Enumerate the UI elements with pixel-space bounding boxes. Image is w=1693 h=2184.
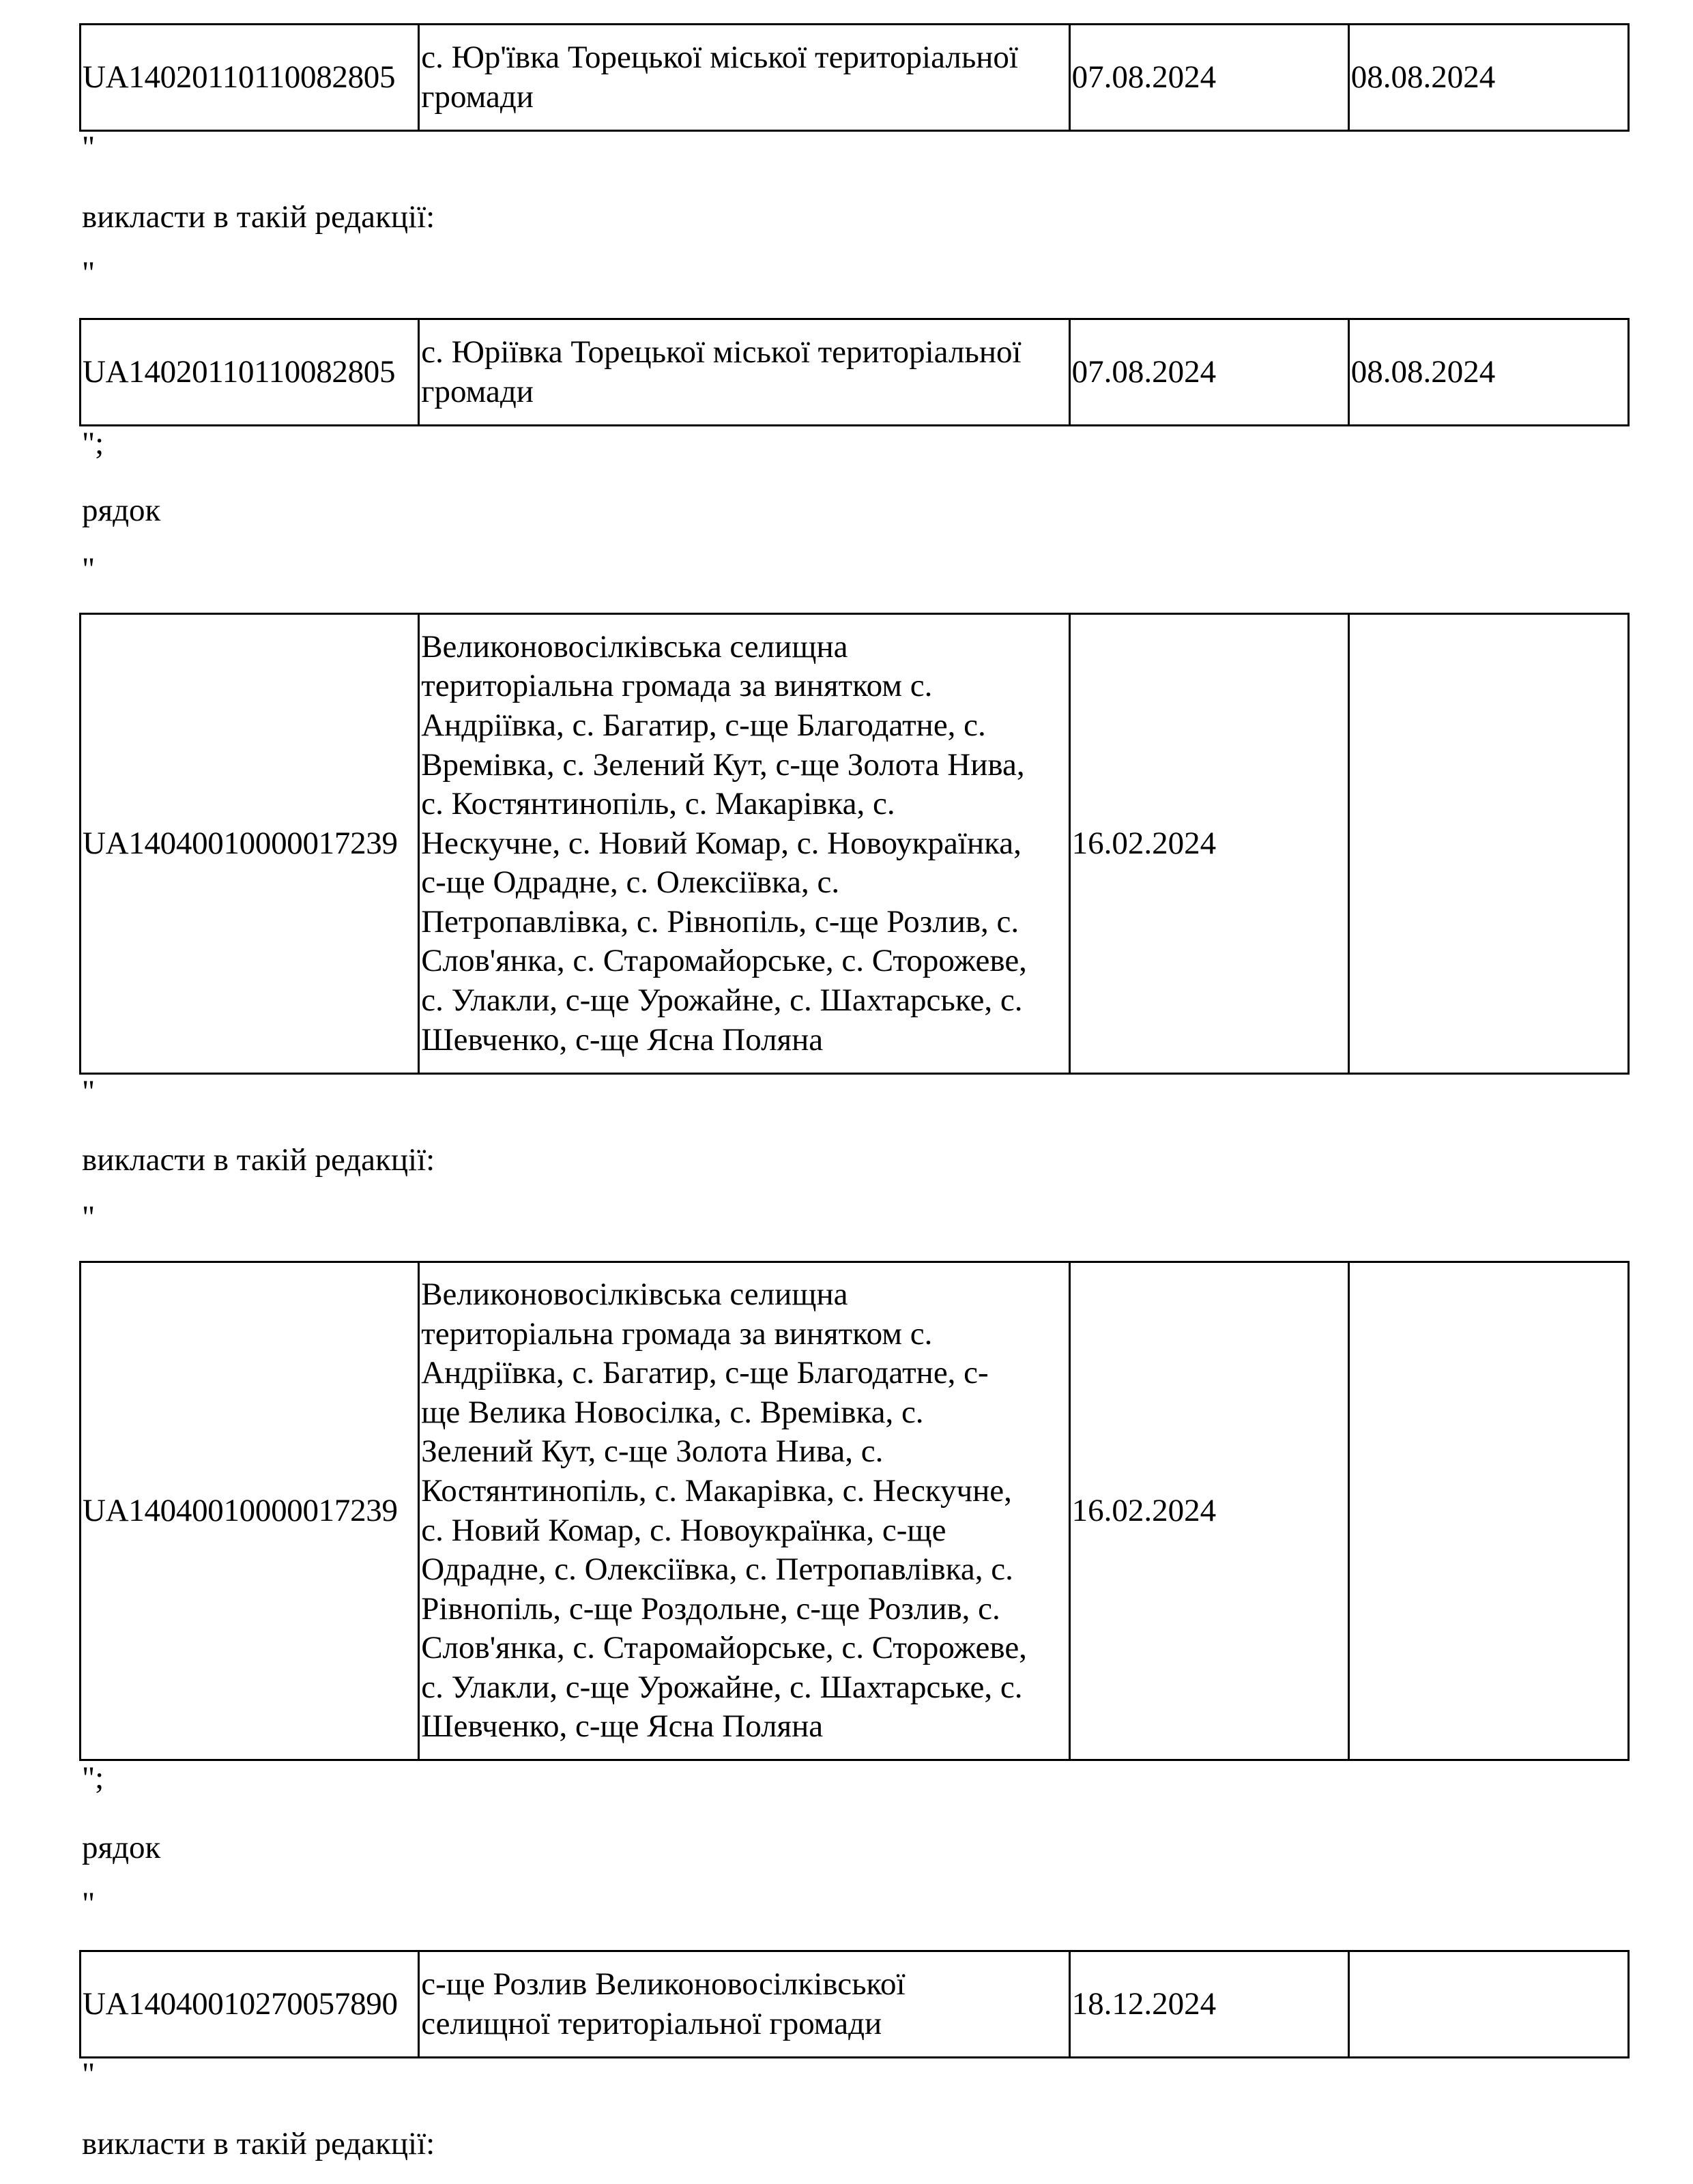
territory-name-line: Нескучне, с. Новий Комар, с. Новоукраїнка,: [421, 825, 1022, 861]
paragraph: викласти в такій редакції:: [82, 199, 435, 235]
territory-name-line: Слов'янка, с. Старомайорське, с. Сторожеве,: [421, 1630, 1027, 1666]
paragraph: викласти в такій редакції:: [82, 2126, 435, 2161]
start-date-cell: 16.02.2024: [1069, 1262, 1348, 1760]
territory-name-line: Слов'янка, с. Старомайорське, с. Сторожеве,: [421, 943, 1027, 979]
end-date-cell: 08.08.2024: [1348, 319, 1628, 426]
territory-name-line: с. Юр'ївка Торецької міської територіальної: [421, 39, 1018, 75]
territory-name-line: с-ще Одрадне, с. Олексіївка, с.: [421, 864, 840, 901]
territory-code-cell: UA14020110110082805: [81, 319, 419, 426]
start-date-cell: 16.02.2024: [1069, 614, 1348, 1074]
territory-name-cell: [419, 25, 1069, 131]
territory-code-cell: UA14020110110082805: [81, 25, 419, 131]
territory-name-line: Шевченко, с-ще Ясна Поляна: [421, 1021, 824, 1058]
territory-name-line: Великоновосілківська селищна: [421, 1276, 848, 1312]
paragraph: ": [82, 2056, 96, 2092]
territory-name-line: територіальна громада за винятком с.: [421, 668, 933, 704]
paragraph: ": [82, 130, 96, 165]
paragraph: ";: [82, 1760, 104, 1796]
data-table: [79, 1950, 1630, 2058]
territory-code-cell: UA14040010270057890: [81, 1951, 419, 2058]
territory-name-line: Костянтинопіль, с. Макарівка, с. Нескучне,: [421, 1472, 1012, 1509]
paragraph: ": [82, 1199, 96, 1235]
data-table: [79, 318, 1630, 426]
territory-name-line: Андріївка, с. Багатир, с-ще Благодатне, с-: [421, 1355, 989, 1391]
paragraph: ": [82, 1074, 96, 1109]
territory-name-cell: [419, 319, 1069, 426]
end-date-cell: [1348, 614, 1628, 1074]
territory-name-line: с. Костянтинопіль, с. Макарівка, с.: [421, 786, 895, 822]
end-date-cell: [1348, 1951, 1628, 2058]
data-table: [79, 1261, 1630, 1761]
table-row: [81, 319, 1629, 426]
territory-name-line: с. Юріївка Торецької міської територіальної: [421, 334, 1022, 370]
territory-name-cell: [419, 1951, 1069, 2058]
territory-name-line: територіальна громада за винятком с.: [421, 1315, 933, 1352]
table-row: [81, 1262, 1629, 1760]
territory-name-cell: [419, 1262, 1069, 1760]
territory-code-cell: UA14040010000017239: [81, 1262, 419, 1760]
territory-name-cell: [419, 614, 1069, 1074]
end-date-cell: 08.08.2024: [1348, 25, 1628, 131]
territory-name-line: Зелений Кут, с-ще Золота Нива, с.: [421, 1433, 884, 1470]
territory-name-line: Андріївка, с. Багатир, с-ще Благодатне, с.: [421, 707, 986, 743]
territory-name-line: Шевченко, с-ще Ясна Поляна: [421, 1708, 824, 1745]
territory-name-line: Петропавлівка, с. Рівнопіль, с-ще Розлив, с.: [421, 903, 1019, 940]
territory-name-line: с. Улакли, с-ще Урожайне, с. Шахтарське, с.: [421, 1669, 1023, 1705]
data-table: [79, 23, 1630, 132]
end-date-cell: [1348, 1262, 1628, 1760]
paragraph: ": [82, 255, 96, 291]
paragraph: ": [82, 551, 96, 587]
table-row: [81, 1951, 1629, 2058]
territory-code-cell: UA14040010000017239: [81, 614, 419, 1074]
territory-name-line: с-ще Розлив Великоновосілківської: [421, 1966, 906, 2002]
start-date-cell: 07.08.2024: [1069, 319, 1348, 426]
territory-name-line: Великоновосілківська селищна: [421, 628, 848, 665]
table-row: [81, 614, 1629, 1074]
territory-name-line: селищної територіальної громади: [421, 2005, 882, 2041]
paragraph: рядок: [82, 1830, 161, 1865]
paragraph: викласти в такій редакції:: [82, 1142, 435, 1178]
data-table: [79, 613, 1630, 1075]
territory-name-line: громади: [421, 373, 534, 409]
start-date-cell: 07.08.2024: [1069, 25, 1348, 131]
territory-name-line: Времівка, с. Зелений Кут, с-ще Золота Нива,: [421, 746, 1025, 783]
paragraph: рядок: [82, 493, 161, 528]
paragraph: ";: [82, 426, 104, 461]
territory-name-line: Рівнопіль, с-ще Роздольне, с-ще Розлив, с.: [421, 1590, 1000, 1627]
start-date-cell: 18.12.2024: [1069, 1951, 1348, 2058]
territory-name-line: с. Новий Комар, с. Новоукраїнка, с-ще: [421, 1512, 946, 1548]
territory-name-line: с. Улакли, с-ще Урожайне, с. Шахтарське, с.: [421, 982, 1023, 1019]
territory-name-line: ще Велика Новосілка, с. Времівка, с.: [421, 1394, 924, 1430]
table-row: [81, 25, 1629, 131]
territory-name-line: громади: [421, 78, 534, 115]
territory-name-line: Одрадне, с. Олексіївка, с. Петропавлівка, с.: [421, 1552, 1013, 1588]
paragraph: ": [82, 1886, 96, 1921]
